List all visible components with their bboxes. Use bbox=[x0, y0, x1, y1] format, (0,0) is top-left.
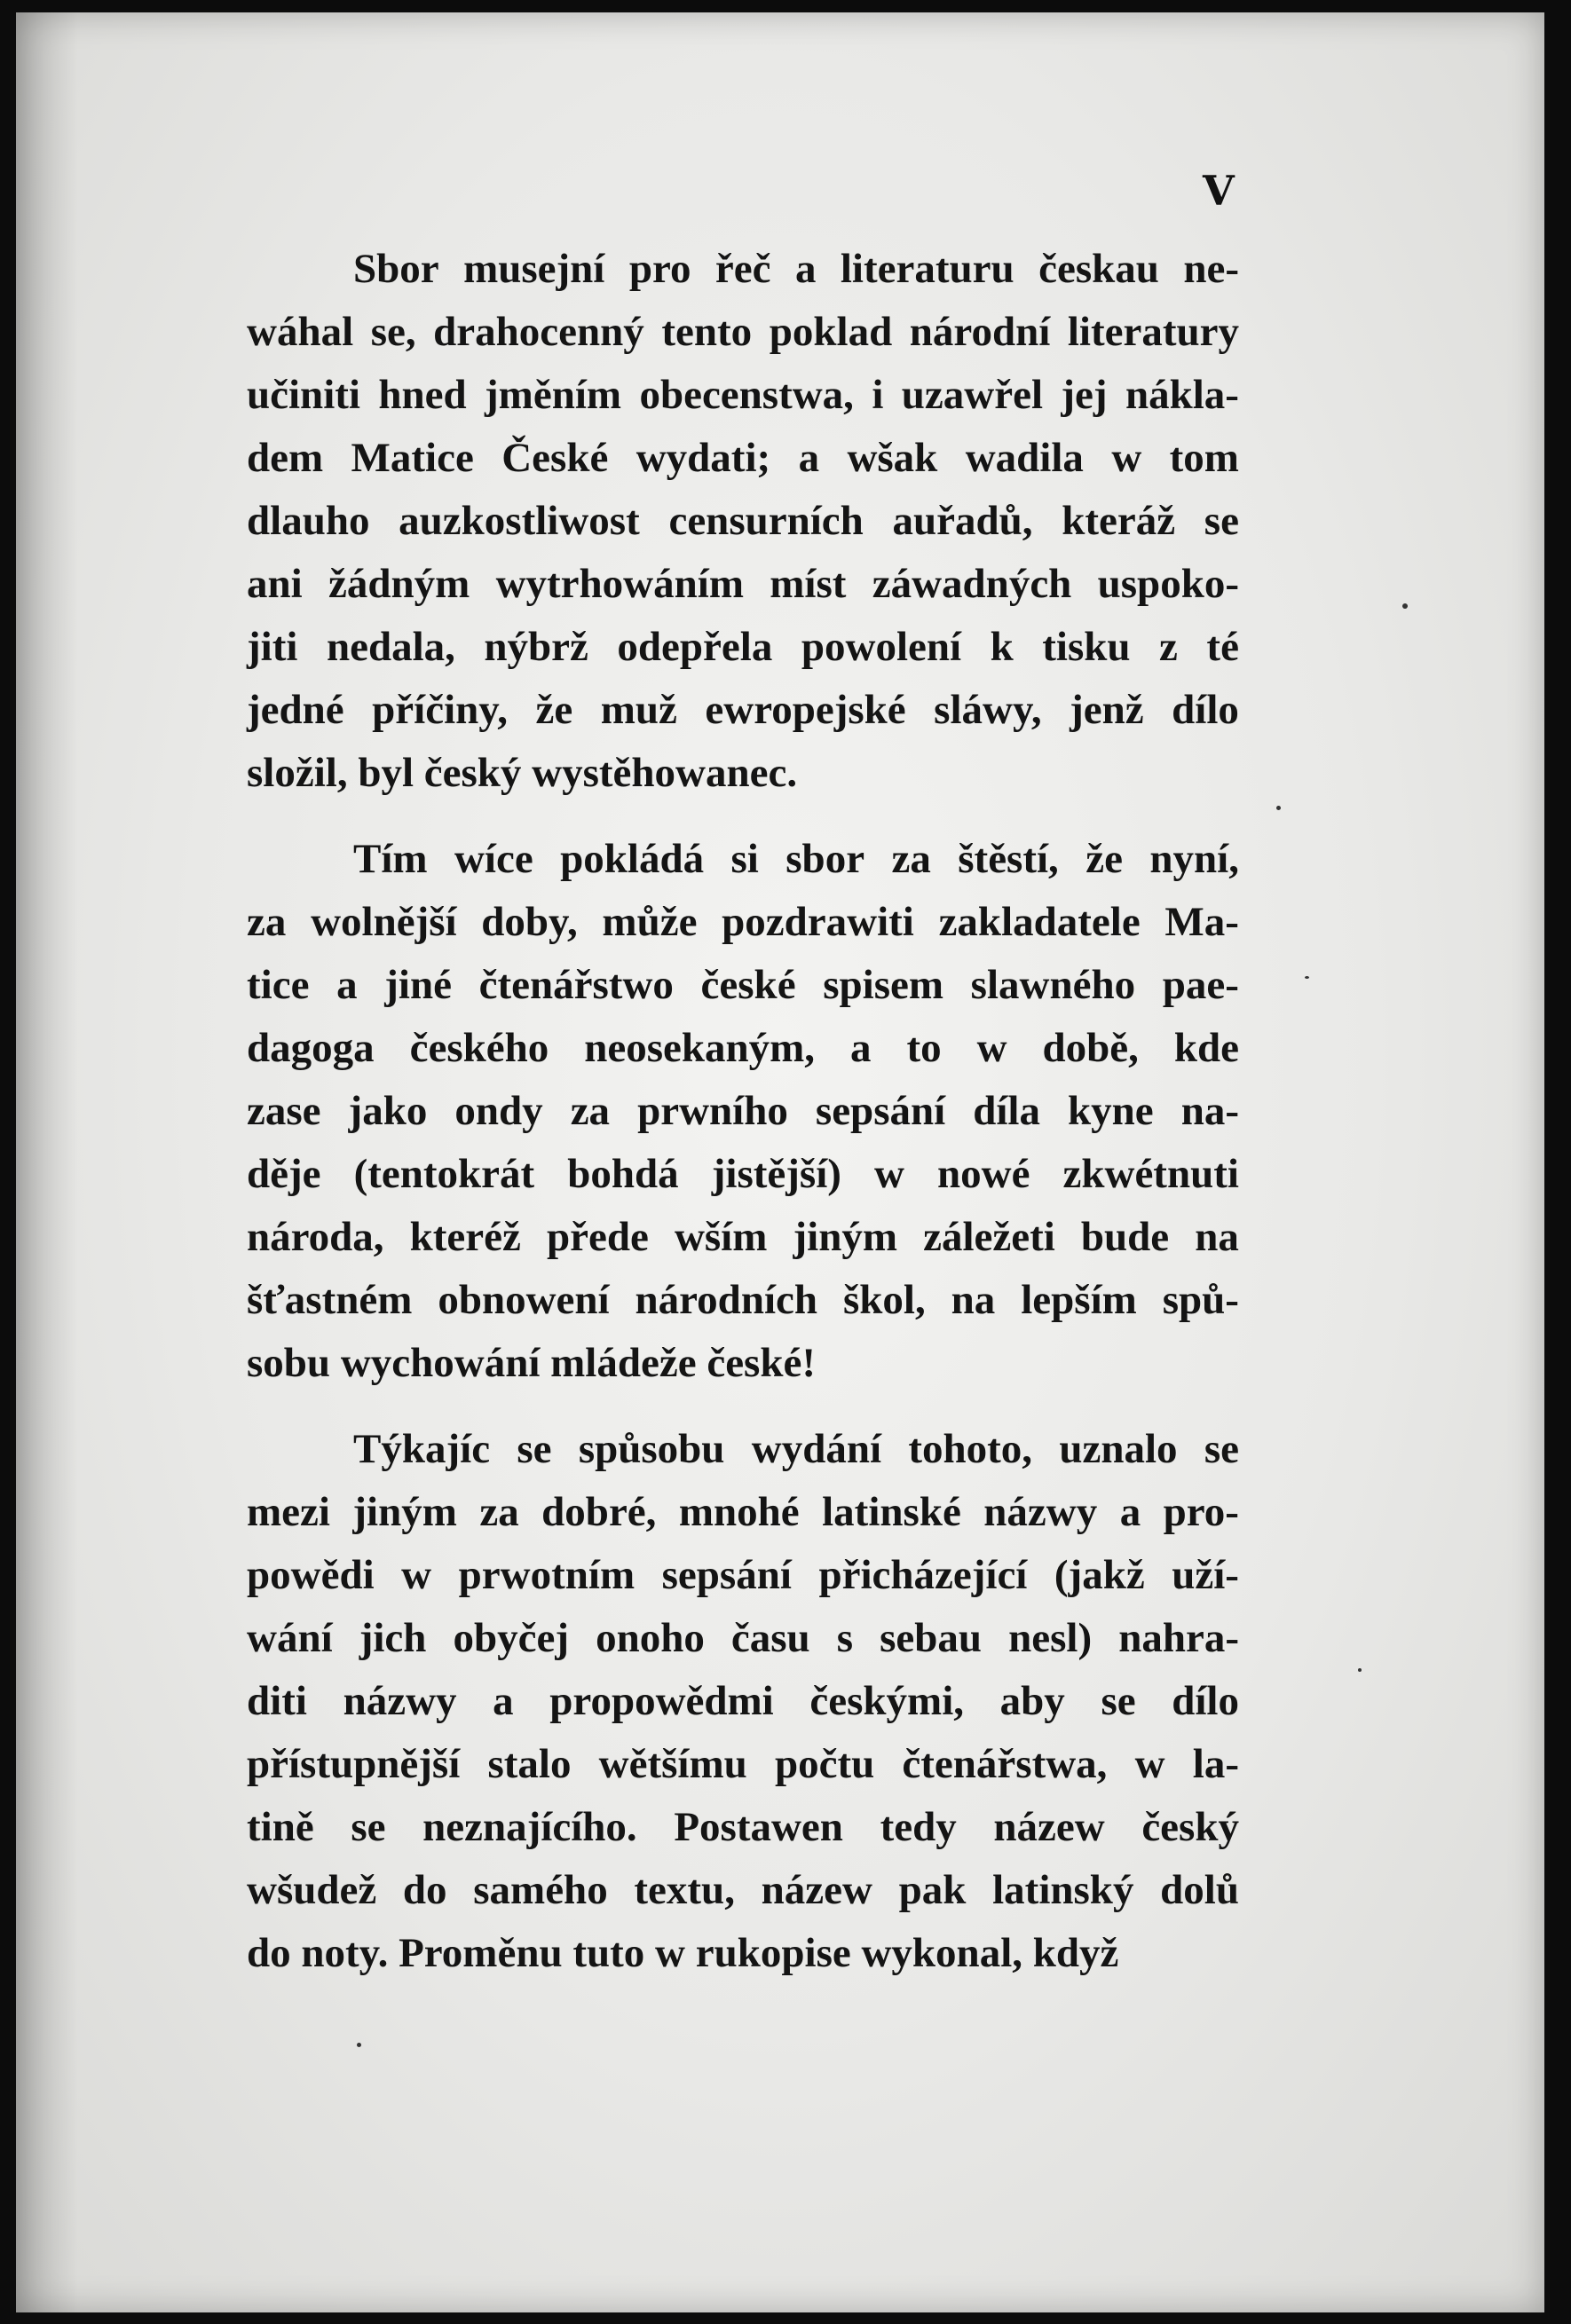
word: Týkajíc bbox=[353, 1426, 491, 1472]
word: národní bbox=[909, 309, 1051, 355]
word: jiné bbox=[384, 962, 452, 1008]
word: w bbox=[401, 1552, 432, 1598]
word: wání bbox=[247, 1615, 333, 1661]
word: názew bbox=[993, 1804, 1105, 1850]
text-line bbox=[247, 1143, 1239, 1206]
word: škol, bbox=[842, 1277, 926, 1323]
word: wolnější bbox=[311, 899, 457, 945]
word: přede bbox=[546, 1214, 649, 1260]
word: uspoko- bbox=[1097, 561, 1239, 607]
paragraph bbox=[247, 1418, 1239, 1985]
word: samého bbox=[473, 1867, 608, 1913]
text-line: složil, byl český wystěhowanec. bbox=[247, 750, 798, 796]
word: spůsobu bbox=[578, 1426, 725, 1472]
word: mezi bbox=[247, 1489, 330, 1535]
text-line bbox=[247, 1733, 1239, 1796]
word: Tím bbox=[353, 836, 428, 882]
word: tento bbox=[661, 309, 753, 355]
word: nyní, bbox=[1149, 836, 1239, 882]
word: w bbox=[1111, 435, 1142, 481]
word: že bbox=[1085, 836, 1123, 882]
word: propowědmi bbox=[549, 1678, 774, 1724]
word: za bbox=[479, 1489, 519, 1535]
word: a bbox=[798, 435, 820, 481]
word: wytrhowáním bbox=[495, 561, 744, 607]
word: české bbox=[700, 962, 796, 1008]
scan-speck bbox=[1358, 1668, 1362, 1672]
word: nowé bbox=[936, 1151, 1030, 1197]
scan-speck bbox=[357, 2043, 361, 2047]
word: latinský bbox=[992, 1867, 1134, 1913]
word: díla bbox=[973, 1088, 1040, 1134]
word: nýbrž bbox=[484, 624, 588, 670]
word: dlauho bbox=[247, 498, 370, 544]
word: šťastném bbox=[247, 1277, 413, 1323]
word: muž bbox=[600, 687, 677, 733]
word: stalo bbox=[487, 1741, 572, 1787]
word: času bbox=[730, 1615, 810, 1661]
word: tom bbox=[1169, 435, 1239, 481]
word: český bbox=[1141, 1804, 1239, 1850]
word: powědi bbox=[247, 1552, 375, 1598]
word: w bbox=[976, 1025, 1007, 1071]
word: České bbox=[501, 435, 609, 481]
text-line bbox=[247, 1418, 1239, 1481]
word: jiným bbox=[352, 1489, 457, 1535]
word: národních bbox=[635, 1277, 818, 1323]
word: tině bbox=[247, 1804, 314, 1850]
body-text bbox=[247, 238, 1239, 1985]
word: odepřela bbox=[617, 624, 773, 670]
word: se bbox=[1204, 1426, 1239, 1472]
text-line bbox=[247, 1607, 1239, 1670]
word: zkwétnuti bbox=[1062, 1151, 1239, 1197]
word: Ma- bbox=[1164, 899, 1239, 945]
text-line bbox=[247, 1080, 1239, 1143]
word: doby, bbox=[481, 899, 578, 945]
word: censurních bbox=[668, 498, 864, 544]
word: se, bbox=[370, 309, 416, 355]
word: jej bbox=[1061, 372, 1108, 418]
word: dobré, bbox=[541, 1489, 657, 1535]
word: wším bbox=[674, 1214, 768, 1260]
word: obnowení bbox=[438, 1277, 610, 1323]
word: čtenářstwa, bbox=[902, 1741, 1108, 1787]
word: powolení bbox=[801, 624, 962, 670]
word: pro bbox=[628, 246, 691, 292]
word: štěstí, bbox=[958, 836, 1059, 882]
word: za bbox=[247, 899, 287, 945]
word: příčiny, bbox=[372, 687, 508, 733]
word: aby bbox=[999, 1678, 1065, 1724]
word: textu, bbox=[634, 1867, 735, 1913]
word: kteráž bbox=[1062, 498, 1176, 544]
word: la- bbox=[1192, 1741, 1239, 1787]
word: jich bbox=[359, 1615, 427, 1661]
word: kde bbox=[1173, 1025, 1239, 1071]
word: dolů bbox=[1160, 1867, 1239, 1913]
text-line bbox=[247, 828, 1239, 891]
paragraph bbox=[247, 238, 1239, 805]
word: pozdrawiti bbox=[722, 899, 914, 945]
word: wšak bbox=[847, 435, 938, 481]
text-line bbox=[247, 553, 1239, 616]
word: auzkostliwost bbox=[399, 498, 640, 544]
word: sepsání bbox=[661, 1552, 792, 1598]
word: že bbox=[535, 687, 573, 733]
word: (jakž bbox=[1054, 1552, 1145, 1598]
text-line bbox=[247, 679, 1239, 742]
word: jenž bbox=[1070, 687, 1144, 733]
text-line: do noty. Proměnu tuto w rukopise wykonal, když bbox=[247, 1930, 1119, 1976]
word: tice bbox=[247, 962, 310, 1008]
text-line bbox=[247, 364, 1239, 427]
paragraph-gap bbox=[247, 1395, 1239, 1418]
word: bude bbox=[1080, 1214, 1170, 1260]
word: ondy bbox=[454, 1088, 543, 1134]
word: přístupnější bbox=[247, 1741, 461, 1787]
word: učiniti bbox=[247, 372, 360, 418]
word: wíce bbox=[454, 836, 533, 882]
word: době, bbox=[1042, 1025, 1139, 1071]
word: uží- bbox=[1172, 1552, 1239, 1598]
word: názwy bbox=[343, 1678, 457, 1724]
word: pokládá bbox=[560, 836, 705, 882]
word: slawného bbox=[970, 962, 1136, 1008]
word: to bbox=[906, 1025, 942, 1071]
word: za bbox=[891, 836, 931, 882]
word: prwního bbox=[637, 1088, 788, 1134]
word: diti bbox=[247, 1678, 307, 1724]
scan-speck bbox=[1402, 603, 1408, 609]
text-line bbox=[247, 490, 1239, 553]
word: spů- bbox=[1162, 1277, 1239, 1323]
word: neznajícího. bbox=[422, 1804, 637, 1850]
word: a bbox=[794, 246, 817, 292]
word: a bbox=[850, 1025, 872, 1071]
word: národa, bbox=[247, 1214, 384, 1260]
word: dem bbox=[247, 435, 324, 481]
word: latinské bbox=[822, 1489, 961, 1535]
word: a bbox=[336, 962, 358, 1008]
text-line bbox=[247, 616, 1239, 679]
word: záwadných bbox=[872, 561, 1072, 607]
word: i bbox=[872, 372, 884, 418]
word: literatury bbox=[1067, 309, 1239, 355]
text-line bbox=[247, 301, 1239, 364]
word: čtenářstwo bbox=[478, 962, 674, 1008]
word: míst bbox=[770, 561, 847, 607]
word: obecenstwa, bbox=[639, 372, 854, 418]
word: (tentokrát bbox=[353, 1151, 535, 1197]
text-line bbox=[247, 1017, 1239, 1080]
gutter-shadow bbox=[16, 12, 78, 2312]
word: nákla- bbox=[1125, 372, 1239, 418]
word: českého bbox=[409, 1025, 549, 1071]
word: se bbox=[517, 1426, 552, 1472]
word: nahra- bbox=[1118, 1615, 1239, 1661]
word: jiti bbox=[247, 624, 298, 670]
word: wšudež bbox=[247, 1867, 377, 1913]
word: literaturu bbox=[840, 246, 1014, 292]
word: nesl) bbox=[1008, 1615, 1093, 1661]
word: wáhal bbox=[247, 309, 354, 355]
text-line bbox=[247, 1796, 1239, 1859]
word: bohdá bbox=[567, 1151, 679, 1197]
text-line bbox=[247, 238, 1239, 301]
word: se bbox=[351, 1804, 386, 1850]
word: jedné bbox=[247, 687, 344, 733]
word: tohoto, bbox=[908, 1426, 1033, 1472]
word: w bbox=[1134, 1741, 1165, 1787]
word: onoho bbox=[596, 1615, 705, 1661]
word: mnohé bbox=[678, 1489, 800, 1535]
word: jměním bbox=[485, 372, 622, 418]
word: Postawen bbox=[674, 1804, 843, 1850]
word: hned bbox=[378, 372, 467, 418]
word: za bbox=[570, 1088, 611, 1134]
word: té bbox=[1206, 624, 1239, 670]
word: jako bbox=[348, 1088, 428, 1134]
word: ne- bbox=[1183, 246, 1239, 292]
word: českau bbox=[1038, 246, 1159, 292]
word: zakladatele bbox=[938, 899, 1141, 945]
word: a bbox=[493, 1678, 514, 1724]
word: tisku bbox=[1042, 624, 1131, 670]
word: na bbox=[1195, 1214, 1239, 1260]
word: ani bbox=[247, 561, 303, 607]
word: wadila bbox=[965, 435, 1084, 481]
word: žádným bbox=[328, 561, 470, 607]
word: nedala, bbox=[326, 624, 455, 670]
word: českými, bbox=[809, 1678, 965, 1724]
word: záležeti bbox=[923, 1214, 1055, 1260]
word: sepsání bbox=[815, 1088, 946, 1134]
word: jiným bbox=[793, 1214, 897, 1260]
word: neosekaným, bbox=[584, 1025, 816, 1071]
word: kyne bbox=[1068, 1088, 1154, 1134]
word: ewropejské bbox=[705, 687, 906, 733]
word: w bbox=[873, 1151, 904, 1197]
word: jistější) bbox=[711, 1151, 841, 1197]
word: zase bbox=[247, 1088, 321, 1134]
word: se bbox=[1204, 498, 1239, 544]
word: si bbox=[730, 836, 759, 882]
word: auřadů, bbox=[892, 498, 1033, 544]
text-line bbox=[247, 891, 1239, 954]
word: s bbox=[836, 1615, 854, 1661]
word: dílo bbox=[1172, 1678, 1239, 1724]
word: názwy bbox=[983, 1489, 1098, 1535]
word: dagoga bbox=[247, 1025, 375, 1071]
text-line bbox=[247, 954, 1239, 1017]
word: wětšímu bbox=[598, 1741, 747, 1787]
paragraph-gap bbox=[247, 805, 1239, 828]
word: uzawřel bbox=[901, 372, 1044, 418]
word: na- bbox=[1180, 1088, 1239, 1134]
scan-speck bbox=[1276, 806, 1281, 810]
word: počtu bbox=[774, 1741, 875, 1787]
word: do bbox=[402, 1867, 447, 1913]
word: wydání bbox=[751, 1426, 882, 1472]
text-line: sobu wychowání mládeže české! bbox=[247, 1340, 816, 1386]
word: děje bbox=[247, 1151, 321, 1197]
word: tedy bbox=[880, 1804, 957, 1850]
word: řeč bbox=[714, 246, 771, 292]
word: sbor bbox=[786, 836, 865, 882]
word: Sbor bbox=[353, 246, 439, 292]
word: na bbox=[951, 1277, 996, 1323]
word: obyčej bbox=[453, 1615, 569, 1661]
word: Matice bbox=[351, 435, 474, 481]
word: se bbox=[1101, 1678, 1136, 1724]
word: drahocenný bbox=[433, 309, 644, 355]
word: dílo bbox=[1172, 687, 1239, 733]
word: spisem bbox=[823, 962, 944, 1008]
text-line bbox=[247, 1859, 1239, 1922]
word: poklad bbox=[769, 309, 893, 355]
word: pae- bbox=[1162, 962, 1239, 1008]
text-line bbox=[247, 1481, 1239, 1544]
word: z bbox=[1159, 624, 1178, 670]
text-line bbox=[247, 427, 1239, 490]
word: může bbox=[602, 899, 698, 945]
text-line bbox=[247, 1269, 1239, 1332]
text-line bbox=[247, 1544, 1239, 1607]
word: názew bbox=[761, 1867, 872, 1913]
word: pro- bbox=[1163, 1489, 1239, 1535]
page-number: V bbox=[1203, 167, 1235, 215]
scan-speck bbox=[1305, 976, 1309, 979]
paragraph bbox=[247, 828, 1239, 1395]
word: lepším bbox=[1021, 1277, 1137, 1323]
word: wydati; bbox=[636, 435, 771, 481]
word: sláwy, bbox=[934, 687, 1042, 733]
text-line bbox=[247, 1670, 1239, 1733]
word: sebau bbox=[880, 1615, 983, 1661]
word: pak bbox=[898, 1867, 967, 1913]
word: prwotním bbox=[458, 1552, 636, 1598]
word: přicházející bbox=[818, 1552, 1028, 1598]
text-line bbox=[247, 1206, 1239, 1269]
word: a bbox=[1119, 1489, 1141, 1535]
word: kteréž bbox=[409, 1214, 521, 1260]
word: uznalo bbox=[1059, 1426, 1178, 1472]
word: musejní bbox=[463, 246, 605, 292]
word: k bbox=[990, 624, 1014, 670]
